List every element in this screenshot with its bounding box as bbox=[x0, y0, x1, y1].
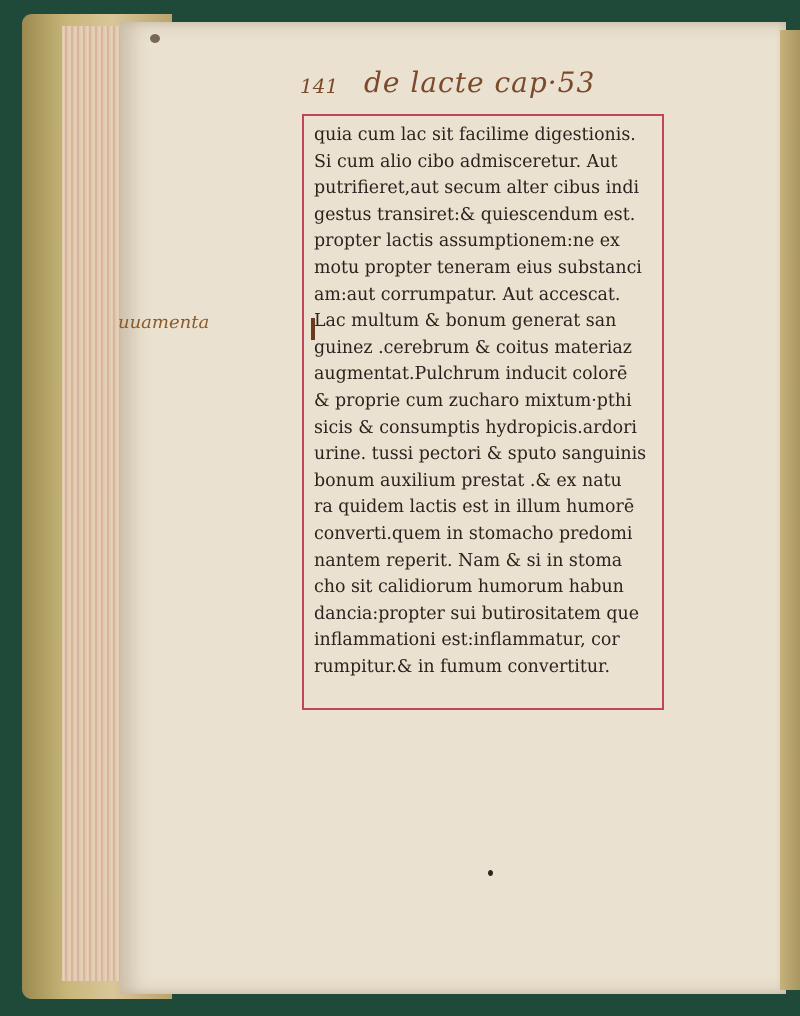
text-line: inflammationi est:inflammatur, cor bbox=[314, 630, 620, 651]
book-cover-edge bbox=[780, 30, 800, 990]
text-line: urine. tussi pectori & sputo sanguinis bbox=[314, 444, 647, 465]
text-line: guinez .cerebrum & coitus materiaz bbox=[314, 337, 632, 358]
text-line: am:aut corrumpatur. Aut accescat. bbox=[314, 284, 621, 305]
text-line: ra quidem lactis est in illum humorē bbox=[314, 497, 635, 518]
folio-number: 141 bbox=[300, 74, 339, 98]
text-line: & proprie cum zucharo mixtum·pthi bbox=[314, 390, 632, 411]
text-line: motu propter teneram eius substanci bbox=[314, 257, 642, 278]
text-line: dancia:propter sui butirositatem que bbox=[314, 603, 640, 624]
text-line: nantem reperit. Nam & si in stoma bbox=[314, 550, 623, 571]
text-line: converti.quem in stomacho predomi bbox=[314, 523, 633, 544]
text-line: quia cum lac sit facilime digestionis. bbox=[314, 125, 636, 145]
text-line: rumpitur.& in fumum convertitur. bbox=[314, 656, 610, 677]
text-line: Si cum alio cibo admisceretur. Aut bbox=[314, 151, 618, 172]
text-line: Lac multum & bonum generat san bbox=[314, 311, 617, 332]
text-line: augmentat.Pulchrum inducit colorē bbox=[314, 364, 628, 385]
marginal-annotation: uuamenta bbox=[118, 312, 210, 333]
chapter-heading: de lacte cap·53 bbox=[364, 66, 596, 99]
wormhole-mark bbox=[150, 34, 160, 43]
text-block bbox=[314, 122, 664, 680]
running-head bbox=[300, 62, 620, 102]
ink-spot bbox=[488, 870, 493, 876]
text-line: bonum auxilium prestat .& ex natu bbox=[314, 470, 622, 491]
text-line: putrifieret,aut secum alter cibus indi bbox=[314, 178, 640, 199]
text-line: sicis & consumptis hydropicis.ardori bbox=[314, 417, 637, 438]
page-stack-edge bbox=[62, 26, 124, 981]
text-line: cho sit calidiorum humorum habun bbox=[314, 577, 624, 598]
text-line: gestus transiret:& quiescendum est. bbox=[314, 204, 636, 225]
text-line: propter lactis assumptionem:ne ex bbox=[314, 231, 620, 252]
